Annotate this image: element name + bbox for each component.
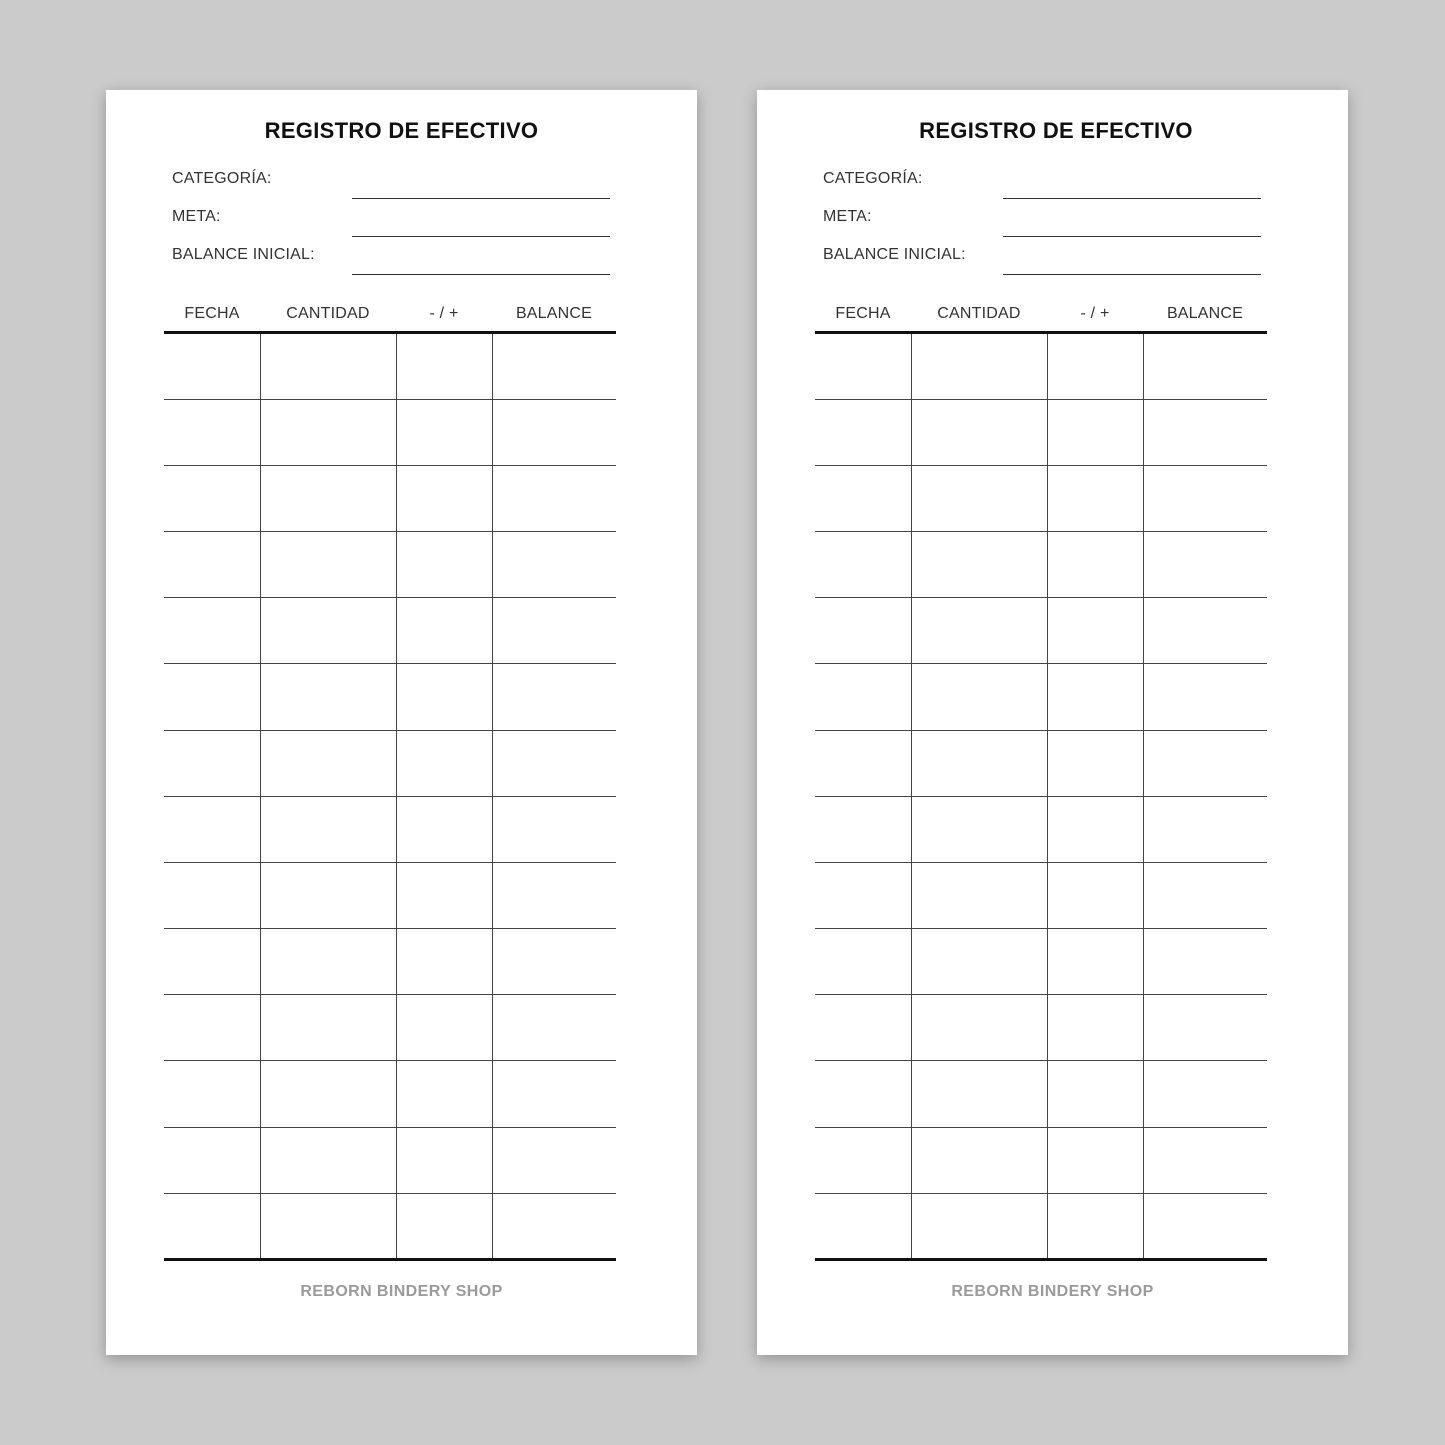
table-row-line	[164, 399, 616, 400]
table-row-line	[815, 663, 1267, 664]
initial-balance-label: BALANCE INICIAL:	[823, 246, 966, 263]
column-header-amount: CANTIDAD	[286, 305, 370, 322]
goal-label: META:	[823, 208, 872, 225]
table-row-line	[815, 1060, 1267, 1061]
initial-balance-field-line[interactable]	[352, 274, 610, 275]
cash-log-page-left	[106, 90, 697, 1355]
category-field-line[interactable]	[352, 198, 610, 199]
table-bottom-rule	[815, 1258, 1267, 1261]
table-top-rule	[164, 331, 616, 334]
category-label: CATEGORÍA:	[172, 170, 272, 187]
category-field-line[interactable]	[1003, 198, 1261, 199]
table-row-line	[164, 796, 616, 797]
table-row-line	[815, 994, 1267, 995]
category-label: CATEGORÍA:	[823, 170, 923, 187]
initial-balance-field-line[interactable]	[1003, 274, 1261, 275]
brand-footer: REBORN BINDERY SHOP	[951, 1283, 1154, 1300]
table-row-line	[815, 1193, 1267, 1194]
table-row-line	[164, 1193, 616, 1194]
column-header-balance: BALANCE	[1166, 305, 1244, 322]
table-row-line	[815, 465, 1267, 466]
goal-field-line[interactable]	[1003, 236, 1261, 237]
table-row-line	[815, 1127, 1267, 1128]
table-top-rule	[815, 331, 1267, 334]
cash-log-page-right	[757, 90, 1348, 1355]
table-row-line	[815, 531, 1267, 532]
column-header-amount: CANTIDAD	[937, 305, 1021, 322]
initial-balance-label: BALANCE INICIAL:	[172, 246, 315, 263]
column-header-sign: - / +	[429, 305, 459, 322]
table-row-line	[164, 465, 616, 466]
table-row-line	[164, 928, 616, 929]
table-row-line	[815, 730, 1267, 731]
table-row-line	[164, 730, 616, 731]
table-row-line	[815, 862, 1267, 863]
table-row-line	[164, 1060, 616, 1061]
table-row-line	[815, 597, 1267, 598]
page-title: REGISTRO DE EFECTIVO	[264, 118, 539, 143]
goal-label: META:	[172, 208, 221, 225]
column-header-sign: - / +	[1080, 305, 1110, 322]
table-row-line	[164, 862, 616, 863]
table-row-line	[164, 1127, 616, 1128]
table-row-line	[164, 531, 616, 532]
table-bottom-rule	[164, 1258, 616, 1261]
table-row-line	[164, 597, 616, 598]
column-header-balance: BALANCE	[515, 305, 593, 322]
table-row-line	[815, 928, 1267, 929]
table-row-line	[815, 399, 1267, 400]
table-row-line	[164, 994, 616, 995]
brand-footer: REBORN BINDERY SHOP	[300, 1283, 503, 1300]
column-header-date: FECHA	[184, 305, 240, 322]
table-row-line	[815, 796, 1267, 797]
table-row-line	[164, 663, 616, 664]
goal-field-line[interactable]	[352, 236, 610, 237]
column-header-date: FECHA	[835, 305, 891, 322]
page-title: REGISTRO DE EFECTIVO	[919, 118, 1193, 143]
